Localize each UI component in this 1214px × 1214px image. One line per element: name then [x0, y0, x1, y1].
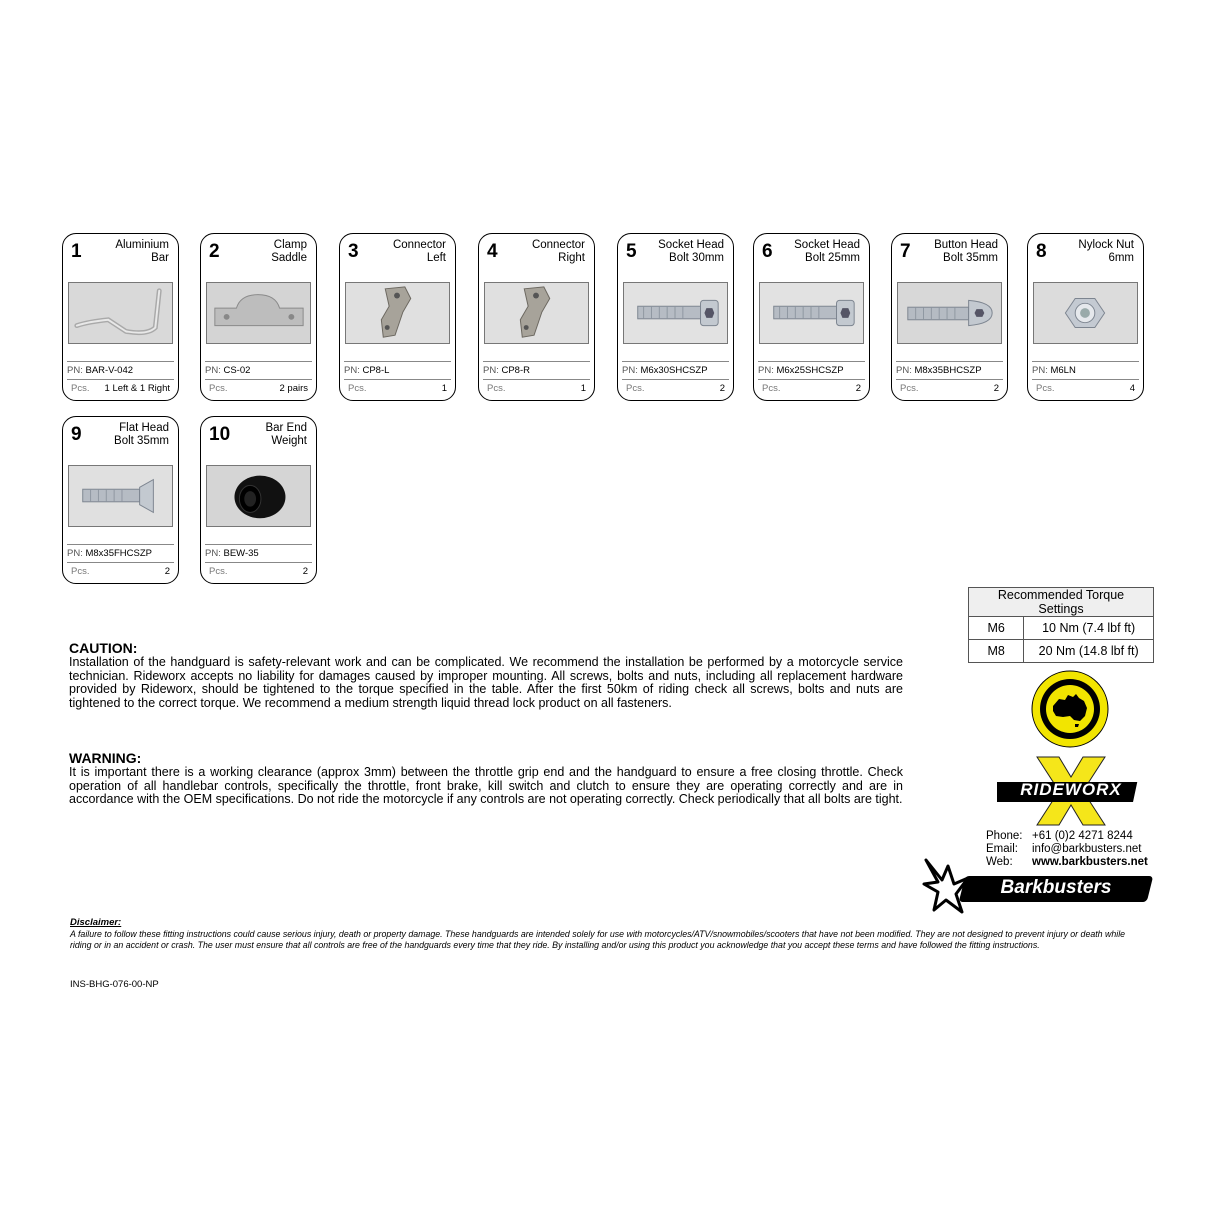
part-pcs-row	[622, 379, 729, 397]
torque-table-title: Recommended Torque Settings	[969, 588, 1154, 617]
web-link[interactable]: www.barkbusters.net	[1032, 856, 1148, 868]
part-pn-row	[205, 361, 312, 379]
part-pn-row	[1032, 361, 1139, 379]
part-photo	[484, 282, 589, 344]
part-pcs-row	[483, 379, 590, 397]
part-pn: M6x25SHCSZP	[776, 365, 844, 376]
phone-label: Phone:	[986, 830, 1023, 842]
part-pn-row	[622, 361, 729, 379]
pcs-label: Pcs.	[1036, 383, 1055, 394]
part-photo	[206, 465, 311, 527]
flatbolt-photo-icon	[69, 466, 172, 526]
part-pn-row	[344, 361, 451, 379]
torque-size: M8	[969, 640, 1024, 663]
pcs-label: Pcs.	[626, 383, 645, 394]
part-pn: CS-02	[223, 365, 251, 376]
socketbolt-photo-icon	[624, 283, 727, 343]
web-label: Web:	[986, 856, 1013, 868]
connector-photo-icon	[346, 283, 449, 343]
part-pcs: 2	[719, 383, 725, 394]
part-pn: M8x35FHCSZP	[85, 548, 152, 559]
pn-label: PN:	[758, 365, 774, 376]
pcs-label: Pcs.	[348, 383, 367, 394]
part-name: Socket Head Bolt 30mm	[658, 239, 724, 264]
bar-photo-icon	[69, 283, 172, 343]
part-number: 1	[71, 241, 82, 262]
pcs-label: Pcs.	[209, 383, 228, 394]
part-name: Clamp Saddle	[271, 239, 307, 264]
pn-label: PN:	[1032, 365, 1048, 376]
part-pcs: 2	[302, 566, 308, 577]
torque-row	[969, 617, 1154, 640]
part-card	[62, 233, 179, 401]
email-label: Email:	[986, 843, 1018, 855]
part-name: Connector Left	[392, 239, 446, 264]
part-pn-row	[67, 544, 174, 562]
part-name: Button Head Bolt 35mm	[934, 239, 998, 264]
part-pcs-row	[758, 379, 865, 397]
torque-value: 20 Nm (14.8 lbf ft)	[1024, 640, 1154, 663]
part-number: 3	[348, 241, 359, 262]
part-photo	[623, 282, 728, 344]
part-card	[62, 416, 179, 584]
australian-made-badge-icon	[1031, 670, 1109, 748]
pcs-label: Pcs.	[71, 566, 90, 577]
part-card	[200, 233, 317, 401]
warning-heading: WARNING:	[69, 750, 142, 766]
part-number: 2	[209, 241, 220, 262]
part-card	[200, 416, 317, 584]
nut-photo-icon	[1034, 283, 1137, 343]
part-number: 9	[71, 424, 82, 445]
part-name: Bar End Weight	[265, 422, 307, 447]
part-pn-row	[483, 361, 590, 379]
part-number: 7	[900, 241, 911, 262]
caution-heading: CAUTION:	[69, 640, 138, 656]
part-pcs-row	[67, 562, 174, 580]
part-pn: M6LN	[1050, 365, 1076, 376]
pn-label: PN:	[344, 365, 360, 376]
part-pn-row	[67, 361, 174, 379]
pn-label: PN:	[205, 365, 221, 376]
part-pn: M6x30SHCSZP	[640, 365, 708, 376]
socketbolt-photo-icon	[760, 283, 863, 343]
weight-photo-icon	[207, 466, 310, 526]
part-pcs: 2	[164, 566, 170, 577]
part-pcs-row	[67, 379, 174, 397]
part-photo	[68, 282, 173, 344]
part-photo	[1033, 282, 1138, 344]
barkbusters-wordmark: Barkbusters	[1000, 877, 1112, 898]
part-pcs-row	[896, 379, 1003, 397]
warning-text: It is important there is a working clearance (approx 3mm) between the throttle grip end and the handguard to ensure a free closing throttle. Check operation of all handlebar controls, specifically the throttle, front brake, kill switch and clutch to ensure they are operating correctly and are in accordance with the OEM specifications. Do not ride the motorcycle if any controls are not operating correctly. Check periodically that all bolts are tight.	[69, 765, 903, 806]
torque-table	[968, 587, 1154, 663]
part-name: Nylock Nut 6mm	[1078, 239, 1134, 264]
part-card	[478, 233, 595, 401]
part-pcs: 2	[855, 383, 861, 394]
part-pcs-row	[205, 562, 312, 580]
part-name: Socket Head Bolt 25mm	[794, 239, 860, 264]
part-pcs: 4	[1129, 383, 1135, 394]
part-number: 6	[762, 241, 773, 262]
part-pn-row	[758, 361, 865, 379]
part-number: 8	[1036, 241, 1047, 262]
part-photo	[68, 465, 173, 527]
saddle-photo-icon	[207, 283, 310, 343]
part-name: Connector Right	[531, 239, 585, 264]
part-pn: CP8-R	[501, 365, 530, 376]
contact-block	[986, 830, 1148, 869]
part-pcs: 2	[993, 383, 999, 394]
part-number: 10	[209, 424, 231, 445]
disclaimer-text: A failure to follow these fitting instructions could cause serious injury, death or property damage. These handguards are intended solely for use with motorcycles/ATV/snowmobiles/scooters that have not been modified. They are not designed to prevent injury or death while riding or in an accident or crash. The user must ensure that all controls are free of the handguards every time that they ride. By installing and/or using this product you acknowledge that you accept these terms and have followed the fitting instructions.	[70, 929, 1126, 950]
pn-label: PN:	[67, 365, 83, 376]
part-pcs: 1 Left & 1 Right	[104, 383, 170, 394]
part-pcs: 1	[580, 383, 586, 394]
part-pn: M8x35BHCSZP	[914, 365, 982, 376]
part-name: Flat Head Bolt 35mm	[114, 422, 169, 447]
part-name: Aluminium Bar	[115, 239, 169, 264]
document-code: INS-BHG-076-00-NP	[70, 979, 159, 990]
torque-value: 10 Nm (7.4 lbf ft)	[1024, 617, 1154, 640]
torque-size: M6	[969, 617, 1024, 640]
buttonbolt-photo-icon	[898, 283, 1001, 343]
part-pcs-row	[344, 379, 451, 397]
disclaimer-heading: Disclaimer:	[70, 917, 122, 928]
part-pcs-row	[205, 379, 312, 397]
pcs-label: Pcs.	[900, 383, 919, 394]
pn-label: PN:	[67, 548, 83, 559]
part-card	[753, 233, 870, 401]
part-photo	[759, 282, 864, 344]
connector-photo-icon	[485, 283, 588, 343]
part-photo	[897, 282, 1002, 344]
pcs-label: Pcs.	[71, 383, 90, 394]
part-card	[617, 233, 734, 401]
pn-label: PN:	[896, 365, 912, 376]
part-pn-row	[205, 544, 312, 562]
torque-row	[969, 640, 1154, 663]
part-photo	[206, 282, 311, 344]
pcs-label: Pcs.	[487, 383, 506, 394]
pn-label: PN:	[483, 365, 499, 376]
part-photo	[345, 282, 450, 344]
part-number: 4	[487, 241, 498, 262]
phone-number: +61 (0)2 4271 8244	[1032, 830, 1133, 842]
pn-label: PN:	[622, 365, 638, 376]
pn-label: PN:	[205, 548, 221, 559]
part-card	[339, 233, 456, 401]
part-card	[891, 233, 1008, 401]
part-pcs: 2 pairs	[279, 383, 308, 394]
part-pcs: 1	[441, 383, 447, 394]
part-pn-row	[896, 361, 1003, 379]
pcs-label: Pcs.	[209, 566, 228, 577]
part-number: 5	[626, 241, 637, 262]
part-pn: BEW-35	[223, 548, 259, 559]
part-card	[1027, 233, 1144, 401]
email-link[interactable]: info@barkbusters.net	[1032, 843, 1142, 855]
part-pcs-row	[1032, 379, 1139, 397]
caution-text: Installation of the handguard is safety-relevant work and can be complicated. We recommend the installation be performed by a motorcycle service technician. Rideworx accepts no liability for damages caused by improper mounting. All screws, bolts and nuts, including all replacement hardware provided by Rideworx, should be tightened to the torque specified in the table. After the first 50km of riding check all screws, bolts and nuts are tightened to the correct torque. We recommend a medium strength liquid thread lock product on all fasteners.	[69, 655, 903, 710]
part-pn: BAR-V-042	[85, 365, 134, 376]
rideworx-wordmark: RIDEWORX	[1020, 780, 1122, 799]
pcs-label: Pcs.	[762, 383, 781, 394]
part-pn: CP8-L	[362, 365, 390, 376]
